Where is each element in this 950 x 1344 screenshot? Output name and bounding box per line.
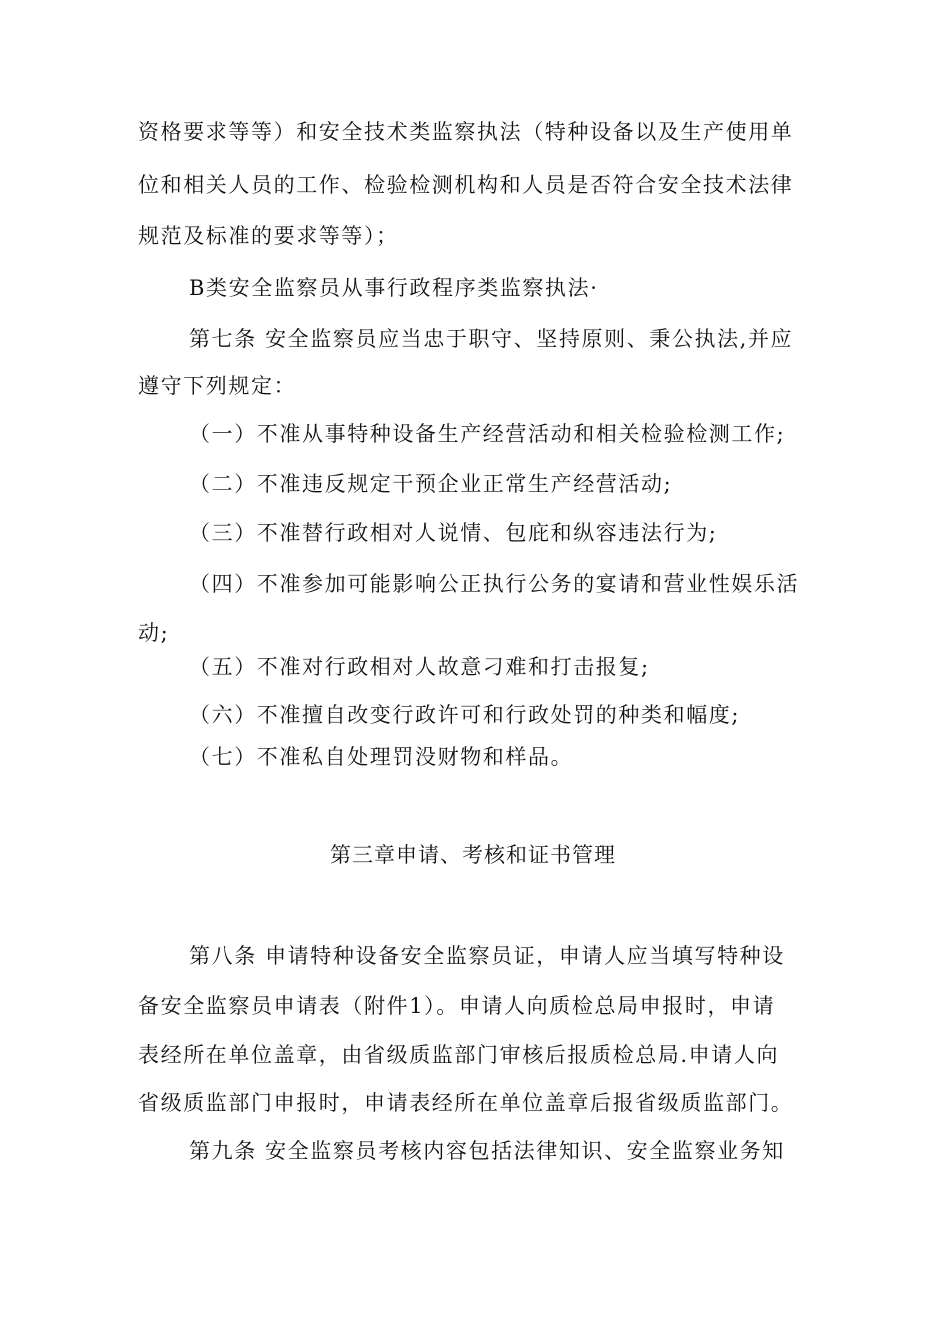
article-7-line: 遵守下列规定： bbox=[138, 374, 297, 398]
paragraph-line: 位和相关人员的工作、检验检测机构和人员是否符合安全技术法律 bbox=[138, 173, 794, 197]
rule-item: （四）不准参加可能影响公正执行公务的宴请和营业性娱乐活 bbox=[189, 572, 800, 596]
chapter-heading: 第三章申请、考核和证书管理 bbox=[330, 843, 616, 867]
rule-item: （二）不准违反规定干预企业正常生产经营活动; bbox=[189, 472, 673, 496]
article-9-line: 第九条 安全监察员考核内容包括法律知识、安全监察业务知 bbox=[189, 1139, 785, 1163]
rule-item: （七）不准私自处理罚没财物和样品。 bbox=[189, 745, 574, 769]
rule-item: （一）不准从事特种设备生产经营活动和相关检验检测工作; bbox=[189, 422, 786, 446]
article-8-line: 省级质监部门申报时，申请表经所在单位盖章后报省级质监部门。 bbox=[138, 1091, 794, 1115]
article-8-line: 备安全监察员申请表（附件1）。申请人向质检总局申报时，申请 bbox=[138, 994, 776, 1018]
rule-item: （三）不准替行政相对人说情、包庇和纵容违法行为; bbox=[189, 521, 718, 545]
rule-item: （五）不准对行政相对人故意刁难和打击报复; bbox=[189, 655, 650, 679]
article-7-line: 第七条 安全监察员应当忠于职守、坚持原则、秉公执法,并应 bbox=[189, 327, 794, 351]
rule-item: （六）不准擅自改变行政许可和行政处罚的种类和幅度; bbox=[189, 703, 741, 727]
rule-item-continuation: 动; bbox=[138, 621, 170, 645]
paragraph-line: 规范及标准的要求等等）； bbox=[138, 224, 399, 248]
paragraph-line: 资格要求等等）和安全技术类监察执法（特种设备以及生产使用单 bbox=[138, 120, 794, 144]
paragraph-b-class: B类安全监察员从事行政程序类监察执法· bbox=[189, 276, 599, 300]
article-8-line: 第八条 申请特种设备安全监察员证，申请人应当填写特种设 bbox=[189, 944, 785, 968]
article-8-line: 表经所在单位盖章，由省级质监部门审核后报质检总局.申请人向 bbox=[138, 1043, 780, 1067]
